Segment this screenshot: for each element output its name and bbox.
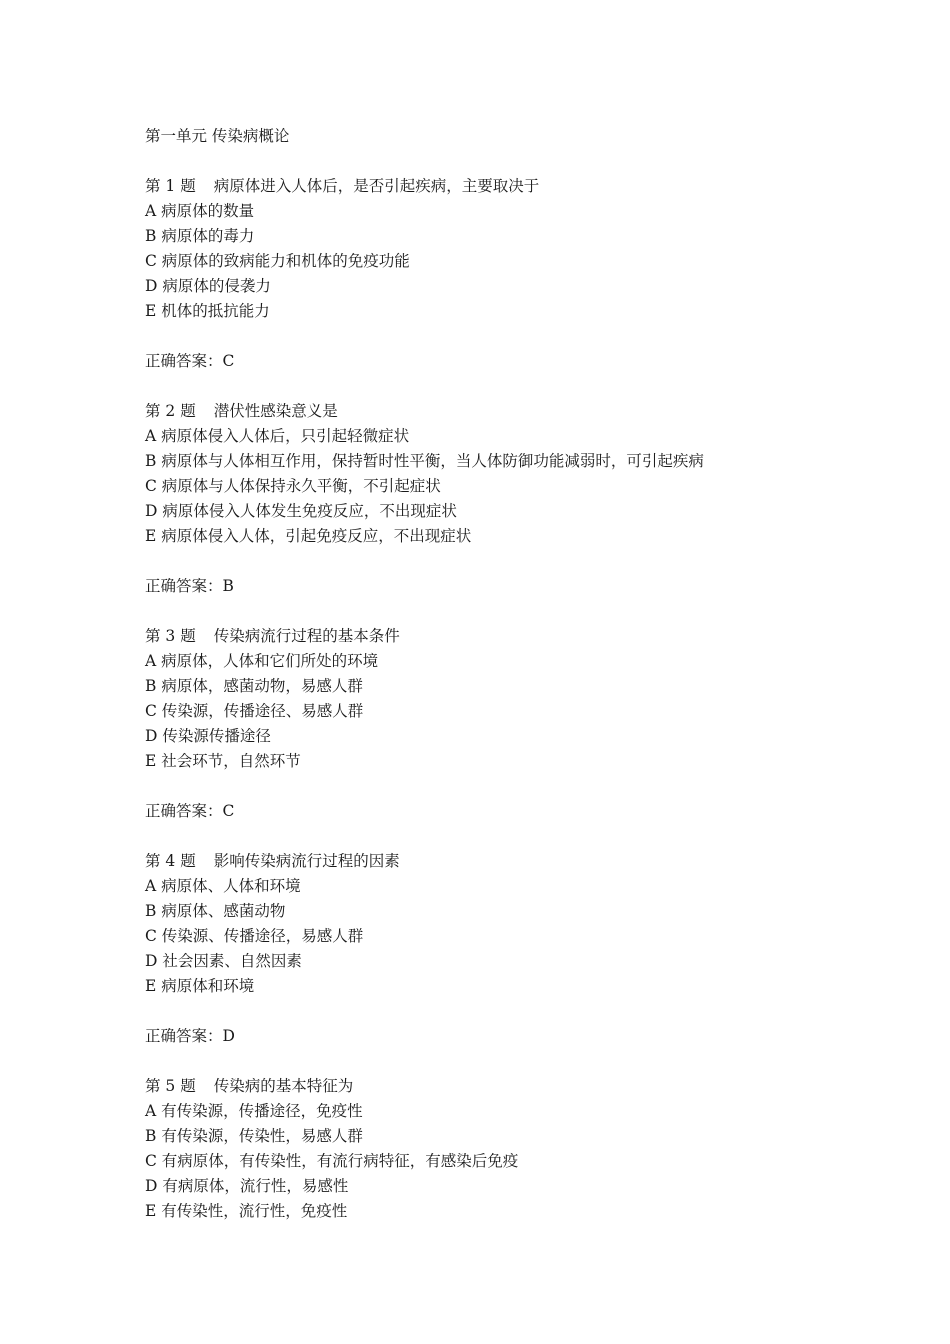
- option-c: C 传染源、传播途径，易感人群: [145, 927, 364, 945]
- question-header: [145, 174, 905, 199]
- answer-value: B: [222, 577, 234, 595]
- answer-prefix: 正确答案：: [145, 577, 223, 595]
- document-body: [145, 124, 905, 1224]
- question-header: [145, 399, 905, 424]
- answer-value: C: [222, 352, 235, 370]
- answer-value: D: [222, 1027, 235, 1045]
- option-a: A 有传染源，传播途径，免疫性: [145, 1102, 363, 1120]
- answer-line: [145, 1024, 905, 1049]
- unit-title: 第一单元 传染病概论: [145, 127, 290, 145]
- option-c: C 有病原体，有传染性，有流行病特征，有感染后免疫: [145, 1152, 519, 1170]
- option-a: A 病原体的数量: [145, 202, 255, 220]
- spacer: [145, 324, 905, 349]
- question-block: [145, 849, 905, 1074]
- spacer: [145, 149, 905, 174]
- question-block: [145, 624, 905, 849]
- answer-prefix: 正确答案：: [145, 352, 223, 370]
- question-header: [145, 849, 905, 874]
- question-number: 第 2 题: [145, 402, 196, 420]
- spacer: [145, 549, 905, 574]
- option-e: E 病原体和环境: [145, 977, 255, 995]
- option-a: A 病原体侵入人体后，只引起轻微症状: [145, 427, 410, 445]
- option-c: C 传染源，传播途径、易感人群: [145, 702, 364, 720]
- answer-line: [145, 799, 905, 824]
- question-number: 第 1 题: [145, 177, 196, 195]
- question-number: 第 5 题: [145, 1077, 196, 1095]
- option-b: B 有传染源，传染性，易感人群: [145, 1127, 363, 1145]
- option-e: E 有传染性，流行性，免疫性: [145, 1202, 348, 1220]
- question-header: [145, 624, 905, 649]
- option-b: B 病原体与人体相互作用，保持暂时性平衡，当人体防御功能减弱时，可引起疾病: [145, 452, 704, 470]
- spacer: [145, 1049, 905, 1074]
- question-block: [145, 174, 905, 399]
- answer-prefix: 正确答案：: [145, 1027, 223, 1045]
- question-stem: 传染病流行过程的基本条件: [213, 627, 400, 645]
- option-d: D 病原体侵入人体发生免疫反应，不出现症状: [145, 502, 457, 520]
- option-e: E 社会环节，自然环节: [145, 752, 301, 770]
- question-block: [145, 1074, 905, 1224]
- option-d: D 病原体的侵袭力: [145, 277, 271, 295]
- spacer: [145, 999, 905, 1024]
- spacer: [145, 774, 905, 799]
- option-d: D 有病原体，流行性，易感性: [145, 1177, 349, 1195]
- option-a: A 病原体，人体和它们所处的环境: [145, 652, 379, 670]
- question-header: [145, 1074, 905, 1099]
- question-stem: 影响传染病流行过程的因素: [213, 852, 400, 870]
- option-b: B 病原体的毒力: [145, 227, 255, 245]
- option-d: D 社会因素、自然因素: [145, 952, 302, 970]
- option-b: B 病原体，感菌动物，易感人群: [145, 677, 363, 695]
- question-number: 第 3 题: [145, 627, 196, 645]
- question-stem: 病原体进入人体后，是否引起疾病，主要取决于: [213, 177, 540, 195]
- question-stem: 传染病的基本特征为: [213, 1077, 354, 1095]
- option-d: D 传染源传播途径: [145, 727, 271, 745]
- question-block: [145, 399, 905, 624]
- answer-line: [145, 574, 905, 599]
- question-number: 第 4 题: [145, 852, 196, 870]
- option-e: E 机体的抵抗能力: [145, 302, 270, 320]
- option-c: C 病原体与人体保持永久平衡，不引起症状: [145, 477, 441, 495]
- option-a: A 病原体、人体和环境: [145, 877, 301, 895]
- option-b: B 病原体、感菌动物: [145, 902, 286, 920]
- option-c: C 病原体的致病能力和机体的免疫功能: [145, 252, 410, 270]
- answer-value: C: [222, 802, 235, 820]
- option-e: E 病原体侵入人体，引起免疫反应，不出现症状: [145, 527, 472, 545]
- answer-line: [145, 349, 905, 374]
- spacer: [145, 599, 905, 624]
- spacer: [145, 824, 905, 849]
- answer-prefix: 正确答案：: [145, 802, 223, 820]
- question-stem: 潜伏性感染意义是: [213, 402, 338, 420]
- spacer: [145, 374, 905, 399]
